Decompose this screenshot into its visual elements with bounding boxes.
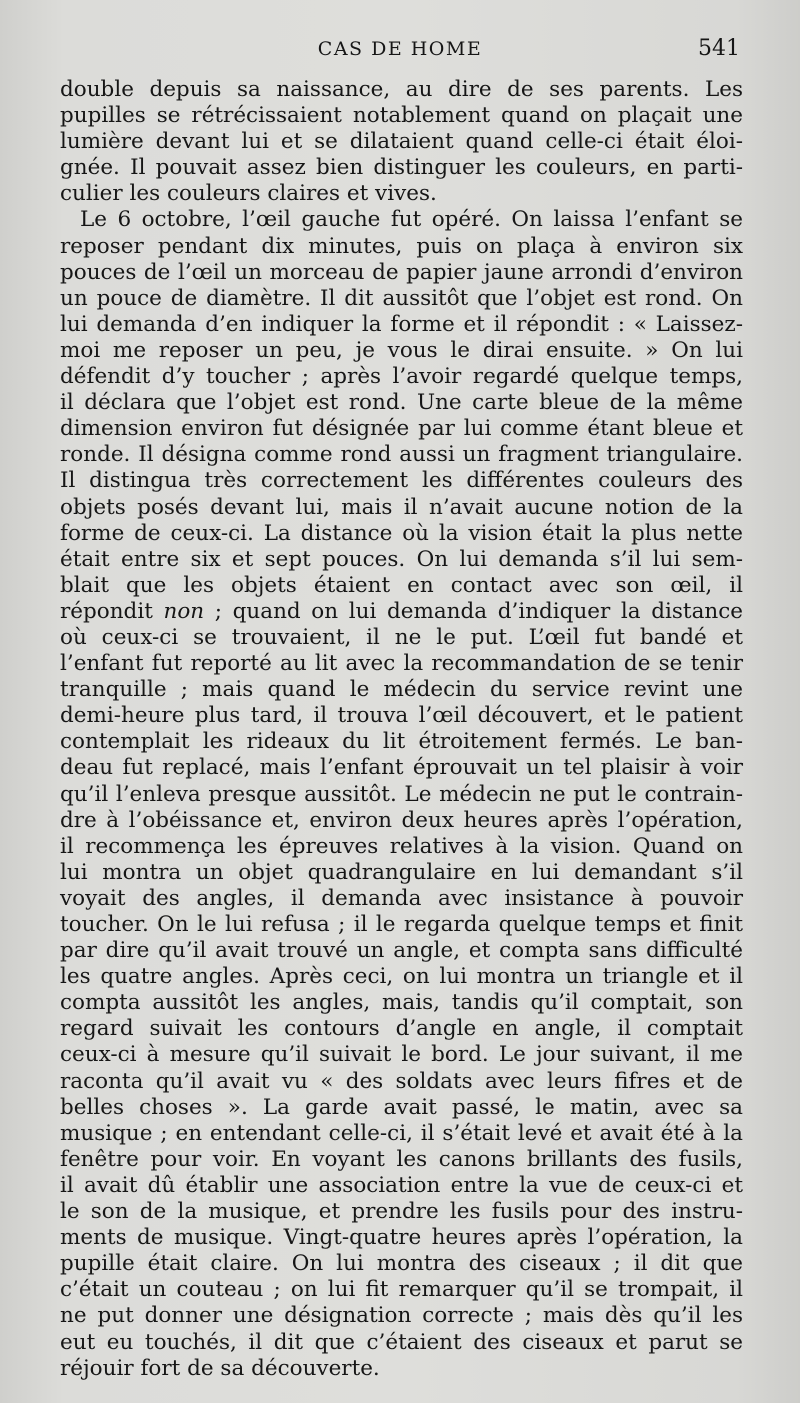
text-line: c’était un couteau ; on lui fit remarquer qu’il se trompait, il [60, 1277, 743, 1303]
text-line: reposer pendant dix minutes, puis on plaça à environ six [60, 233, 743, 259]
page-number: 541 [698, 36, 740, 61]
text-line: répondit non ; quand on lui demanda d’indiquer la distance [60, 598, 744, 624]
text-line: un pouce de diamètre. Il dit aussitôt que l’objet est rond. On [60, 285, 743, 311]
text-line: il recommença les épreuves relatives à la vision. Quand on [60, 833, 743, 859]
page-header [60, 38, 740, 68]
text-line: demi-heure plus tard, il trouva l’œil découvert, et le patient [60, 703, 743, 729]
text-line: raconta qu’il avait vu « des soldats avec leurs fifres et de [60, 1068, 743, 1094]
text-line: fenêtre pour voir. En voyant les canons brillants des fusils, [60, 1146, 743, 1172]
text-line: dimension environ fut désignée par lui comme étant bleue et [60, 416, 743, 442]
text-line: gnée. Il pouvait assez bien distinguer les couleurs, en parti- [60, 155, 743, 181]
body-text [60, 77, 743, 1382]
text-line: contemplait les rideaux du lit étroitement fermés. Le ban- [60, 729, 743, 755]
emphasis-word: non [163, 598, 205, 624]
text-line: musique ; en entendant celle-ci, il s’était levé et avait été à la [60, 1120, 743, 1146]
text-line: eut eu touchés, il dit que c’étaient des ciseaux et parut se [60, 1329, 743, 1355]
text-line: il déclara que l’objet est rond. Une carte bleue de la même [60, 390, 743, 416]
text-line: toucher. On le lui refusa ; il le regarda quelque temps et finit [60, 912, 743, 937]
text-line: il avait dû établir une association entre la vue de ceux-ci et [60, 1172, 743, 1198]
text-line: lumière devant lui et se dilataient quand celle-ci était éloi- [60, 129, 743, 155]
text-line: les quatre angles. Après ceci, on lui montra un triangle et il [60, 964, 743, 990]
text-line: où ceux-ci se trouvaient, il ne le put. L’œil fut bandé et [60, 624, 743, 650]
running-title: CAS DE HOME [317, 38, 483, 60]
text-line: regard suivait les contours d’angle en angle, il comptait [60, 1016, 743, 1042]
text-line: pouces de l’œil un morceau de papier jaune arrondi d’environ [60, 259, 743, 285]
text-line: ronde. Il désigna comme rond aussi un fragment triangulaire. [60, 442, 743, 468]
text-line: défendit d’y toucher ; après l’avoir regardé quelque temps, [60, 364, 743, 390]
text-line: ceux-ci à mesure qu’il suivait le bord. Le jour suivant, il me [60, 1042, 743, 1068]
text-line: l’enfant fut reporté au lit avec la recommandation de se tenir [60, 651, 743, 677]
text-line: deau fut replacé, mais l’enfant éprouvait un tel plaisir à voir [60, 755, 743, 781]
text-line: dre à l’obéissance et, environ deux heures après l’opération, [60, 807, 743, 833]
text-line: par dire qu’il avait trouvé un angle, et compta sans difficulté [60, 938, 743, 964]
text-line: le son de la musique, et prendre les fusils pour des instru- [60, 1199, 743, 1225]
text-line: forme de ceux-ci. La distance où la vision était la plus nette [60, 520, 743, 546]
text-line: ne put donner une désignation correcte ; mais dès qu’il les [60, 1303, 743, 1329]
text-line: réjouir fort de sa découverte. [60, 1355, 380, 1381]
text-line: qu’il l’enleva presque aussitôt. Le médecin ne put le contrain- [60, 781, 743, 807]
text-line: voyait des angles, il demanda avec insistance à pouvoir [60, 885, 743, 911]
text-line: pupilles se rétrécissaient notablement quand on plaçait une [60, 103, 743, 129]
text-line: moi me reposer un peu, je vous le dirai ensuite. » On lui [60, 337, 743, 363]
text-line: belles choses ». La garde avait passé, le matin, avec sa [60, 1094, 743, 1120]
text-line: ments de musique. Vingt-quatre heures après l’opération, la [60, 1225, 743, 1251]
text-line: compta aussitôt les angles, mais, tandis qu’il comptait, son [60, 990, 743, 1016]
text-line: Le 6 octobre, l’œil gauche fut opéré. On laissa l’enfant se [80, 207, 743, 233]
text-line: lui demanda d’en indiquer la forme et il répondit : « Laissez- [60, 311, 743, 337]
text-line: était entre six et sept pouces. On lui demanda s’il lui sem- [60, 546, 743, 572]
text-line: lui montra un objet quadrangulaire en lui demandant s’il [60, 859, 743, 885]
text-line: tranquille ; mais quand le médecin du service revint une [60, 677, 743, 703]
text-line: blait que les objets étaient en contact avec son œil, il [60, 572, 743, 598]
text-line: pupille était claire. On lui montra des ciseaux ; il dit que [60, 1251, 743, 1277]
text-line: Il distingua très correctement les différentes couleurs des [60, 468, 743, 494]
text-line: culier les couleurs claires et vives. [60, 181, 437, 207]
text-line: double depuis sa naissance, au dire de ses parents. Les [60, 77, 743, 102]
text-line: objets posés devant lui, mais il n’avait aucune notion de la [60, 494, 743, 520]
